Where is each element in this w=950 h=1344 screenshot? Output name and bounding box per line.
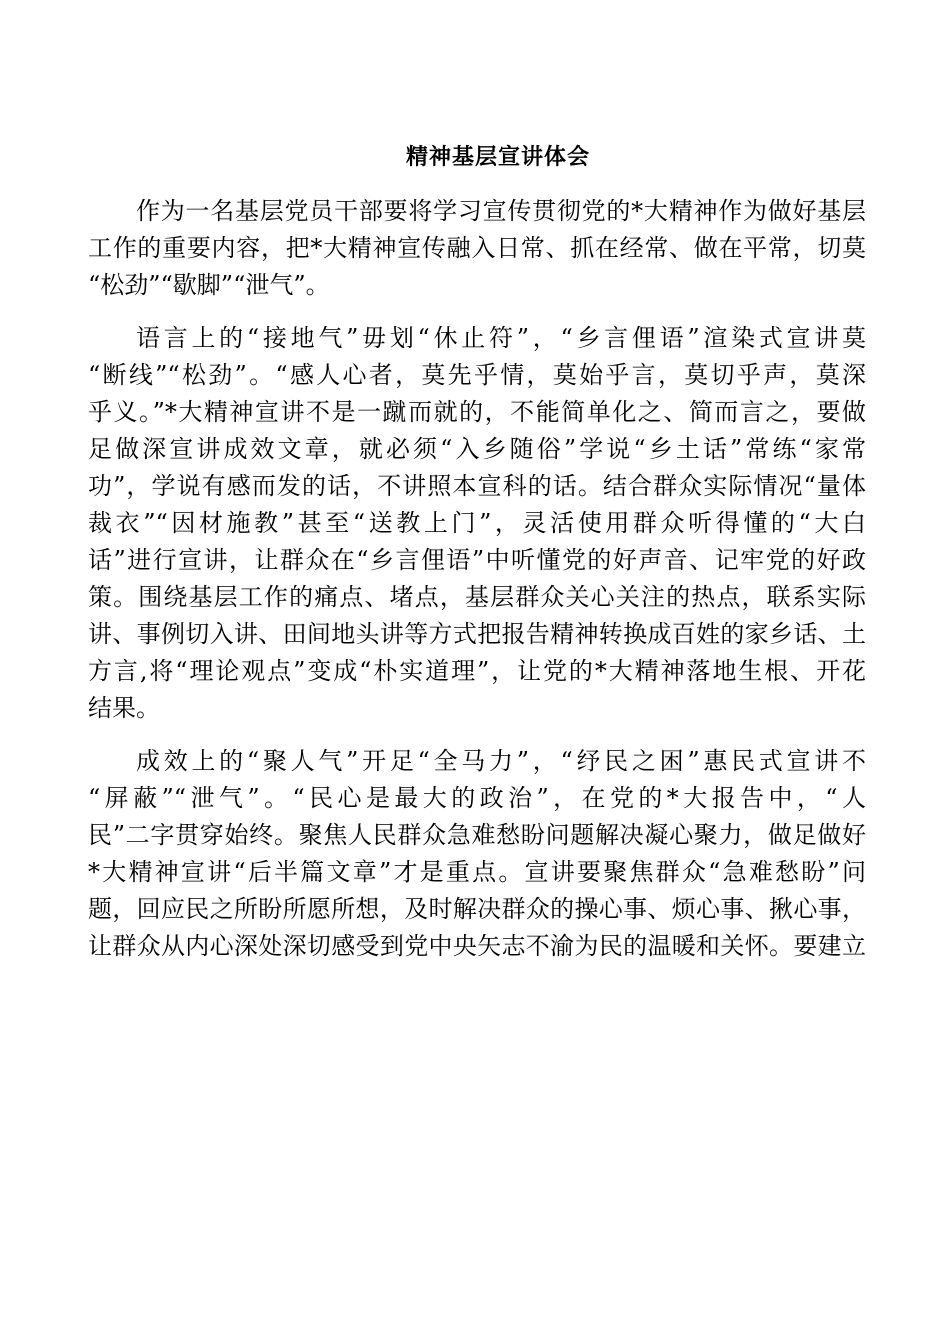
paragraph-line: “松劲”“歇脚”“泄气”。 [88,271,330,299]
paragraph-line: 题，回应民之所盼所愿所想，及时解决群众的操心事、烦心事、揪心事， [88,895,866,923]
paragraph-gap [88,727,866,743]
paragraph-line: 讲、事例切入讲、田间地头讲等方式把报告精神转换成百姓的家乡话、土 [88,620,866,648]
paragraph-line: “断线”“松劲”。“感人心者，莫先乎情，莫始乎言，莫切乎声，莫深 [88,361,866,389]
paragraph-3 [88,743,866,965]
paragraph-gap [88,304,866,320]
document-title: 精神基层宣讲体会 [405,144,590,170]
paragraph-line: 成效上的“聚人气”开足“全马力”，“纾民之困”惠民式宣讲不 [136,747,866,775]
paragraph-line: 话”进行宣讲，让群众在“乡言俚语”中听懂党的好声音、记牢党的好政 [88,546,866,574]
paragraph-line: 乎义。”*大精神宣讲不是一蹴而就的，不能简单化之、简而言之，要做 [88,398,866,426]
paragraph-line: 策。围绕基层工作的痛点、堵点，基层群众关心关注的热点，联系实际 [88,583,866,611]
paragraph-line: 结果。 [88,694,160,722]
paragraph-line: 语言上的“接地气”毋划“休止符”，“乡言俚语”渲染式宣讲莫 [136,324,866,352]
paragraph-1 [88,193,866,304]
paragraph-line: 工作的重要内容，把*大精神宣传融入日常、抓在经常、做在平常，切莫 [88,234,866,262]
paragraph-line: 裁衣”“因材施教”甚至“送教上门”，灵活使用群众听得懂的“大白 [88,509,866,537]
paragraph-line: 足做深宣讲成效文章，就必须“入乡随俗”学说“乡土话”常练“家常 [88,435,866,463]
paragraph-line: *大精神宣讲“后半篇文章”才是重点。宣讲要聚焦群众“急难愁盼”问 [88,858,866,886]
paragraph-2 [88,320,866,727]
paragraph-line: 功”，学说有感而发的话，不讲照本宣科的话。结合群众实际情况“量体 [88,472,866,500]
paragraph-line: “屏蔽”“泄气”。“民心是最大的政治”，在党的*大报告中，“人 [88,784,866,812]
paragraph-line: 作为一名基层党员干部要将学习宣传贯彻党的*大精神作为做好基层 [136,197,866,225]
document-body [88,193,866,965]
paragraph-line: 民”二字贯穿始终。聚焦人民群众急难愁盼问题解决凝心聚力，做足做好 [88,821,866,849]
paragraph-line: 让群众从内心深处深切感受到党中央矢志不渝为民的温暖和关怀。要建立 [88,932,866,960]
paragraph-line: 方言,将“理论观点”变成“朴实道理”，让党的*大精神落地生根、开花 [88,657,866,685]
